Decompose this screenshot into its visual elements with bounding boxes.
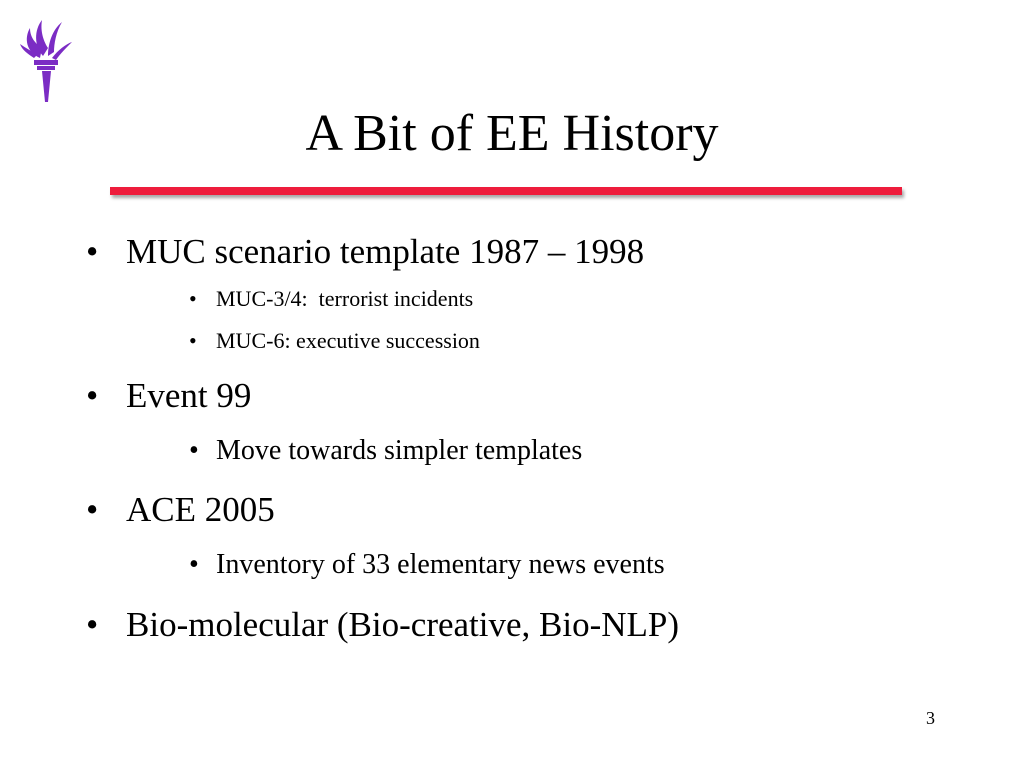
bullet-item: ACE 2005 — [126, 490, 275, 529]
sub-bullet-icon: • — [189, 328, 197, 353]
sub-bullet-item: Inventory of 33 elementary news events — [216, 549, 665, 580]
bullet-icon: • — [86, 490, 99, 529]
slide-title: A Bit of EE History — [305, 105, 719, 162]
page-number: 3 — [926, 708, 935, 728]
sub-bullet-icon: • — [189, 549, 199, 580]
sub-bullet-icon: • — [189, 435, 199, 466]
bullet-icon: • — [86, 232, 99, 271]
bullet-item: Bio-molecular (Bio-creative, Bio-NLP) — [126, 605, 680, 644]
sub-bullet-icon: • — [189, 286, 197, 311]
bullet-item: MUC scenario template 1987 – 1998 — [126, 232, 645, 271]
bullet-item: Event 99 — [126, 376, 252, 415]
bullet-icon: • — [86, 376, 99, 415]
sub-bullet-item: MUC-6: executive succession — [216, 328, 480, 353]
bullet-icon: • — [86, 605, 99, 644]
sub-bullet-item: Move towards simpler templates — [216, 435, 583, 466]
sub-bullet-item: MUC-3/4: terrorist incidents — [216, 286, 474, 311]
